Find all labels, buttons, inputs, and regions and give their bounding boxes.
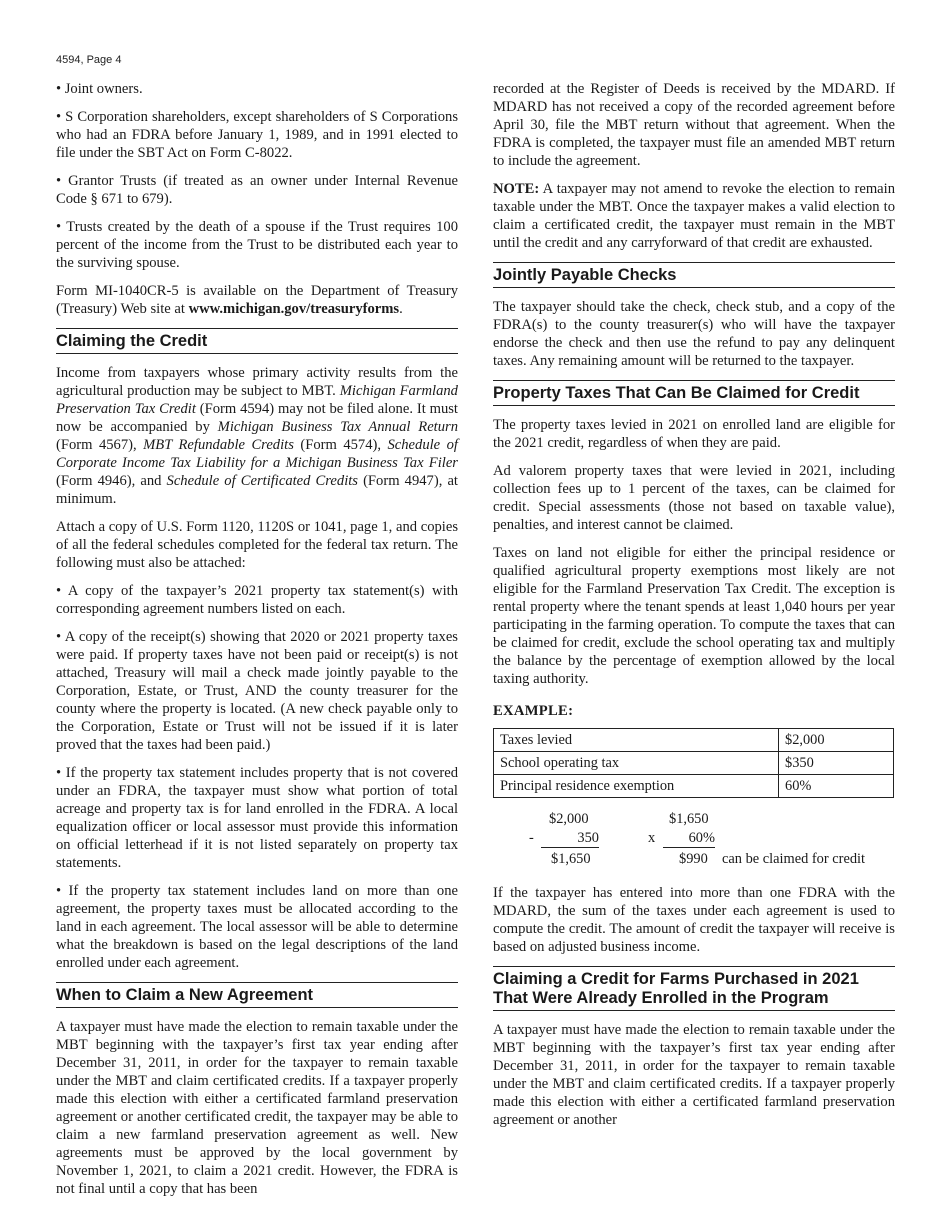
treasury-forms-link[interactable]: www.michigan.gov/treasuryforms bbox=[188, 301, 400, 317]
list-item: • If the property tax statement includes land on more than one agreement, the property taxes must be allocated according to the land in each agreement. The local assessor will be able to determine what the breakdown is based on the legal descriptions of the land enrolled under each agreement. bbox=[56, 883, 458, 971]
claiming-paragraph-1: Income from taxpayers whose primary activity results from the agricultural production may be subject to MBT. Michigan Farmland Preservation Tax Credit (Form 4594) may not be filed alone. It must now be accompanied by Michigan Business Tax Annual Return (Form 4567), MBT Refundable Credits (Form 4574), Schedule of Corporate Income Tax Liability for a Michigan Business Tax Filer (Form 4946), and Schedule of Certificated Credits (Form 4947), at minimum. bbox=[56, 365, 458, 507]
table-row bbox=[494, 729, 894, 752]
calc-value: $1,650 bbox=[669, 811, 709, 827]
calc-result: $1,650 bbox=[551, 851, 591, 867]
section-title-claiming-credit: Claiming the Credit bbox=[56, 328, 458, 354]
property-paragraph-4: If the taxpayer has entered into more than one FDRA with the MDARD, the sum of the taxes under each agreement is used to compute the credit. The amount of credit the taxpayer will receive is based on adjusted business income. bbox=[493, 885, 895, 955]
table-cell: $2,000 bbox=[779, 729, 894, 752]
section-title-jointly-payable: Jointly Payable Checks bbox=[493, 262, 895, 288]
table-cell: Taxes levied bbox=[494, 729, 779, 752]
list-item: • Trusts created by the death of a spouse if the Trust requires 100 percent of the income from the Trust to be distributed each year to the surviving spouse. bbox=[56, 219, 458, 271]
left-column bbox=[56, 80, 458, 1208]
table-row bbox=[494, 752, 894, 775]
section-title-farms-purchased: Claiming a Credit for Farms Purchased in 2021 That Were Already Enrolled in the Program bbox=[493, 966, 895, 1011]
example-table bbox=[493, 728, 894, 798]
table-cell: 60% bbox=[779, 775, 894, 798]
calc-value: 350 bbox=[541, 829, 599, 848]
table-row bbox=[494, 775, 894, 798]
calc-note: can be claimed for credit bbox=[722, 851, 866, 867]
calc-result: $990 bbox=[679, 851, 708, 867]
jointly-paragraph-1: The taxpayer should take the check, check stub, and a copy of the FDRA(s) to the county treasurer(s) who will have the taxpayer endorse the check and then use the refund to pay any delinquent taxes. Any remaining amount will be returned to the taxpayer. bbox=[493, 299, 895, 369]
calc-operator: - bbox=[529, 830, 534, 846]
calc-operator: x bbox=[648, 830, 656, 846]
list-item: • If the property tax statement includes property that is not covered under an FDRA, the taxpayer must show what portion of total acreage and property tax is for land enrolled in the FDRA. A local equalization officer or local assessor must provide this information on official letterhead if it is not listed separately on property tax statements. bbox=[56, 765, 458, 871]
table-cell: $350 bbox=[779, 752, 894, 775]
property-paragraph-1: The property taxes levied in 2021 on enrolled land are eligible for the 2021 credit, regardless of when they are paid. bbox=[493, 417, 895, 451]
list-item: • Grantor Trusts (if treated as an owner under Internal Revenue Code § 671 to 679). bbox=[56, 173, 458, 207]
note-paragraph: NOTE: A taxpayer may not amend to revoke the election to remain taxable under the MBT. Once the taxpayer makes a valid election to claim a certificated credit, the taxpayer must remain in the MBT until the credit and any carryforward of that credit are exhausted. bbox=[493, 181, 895, 251]
list-item: • Joint owners. bbox=[56, 81, 143, 97]
list-item: • S Corporation shareholders, except shareholders of S Corporations who had an FDRA before January 1, 1989, and in 1991 elected to file under the SBT Act on Form C-8022. bbox=[56, 109, 458, 161]
example-calculation bbox=[493, 810, 895, 876]
claiming-paragraph-2: Attach a copy of U.S. Form 1120, 1120S or 1041, page 1, and copies of all the federal schedules completed for the federal tax return. The following must also be attached: bbox=[56, 519, 458, 571]
when-paragraph-1: A taxpayer must have made the election to remain taxable under the MBT beginning with the taxpayer’s first tax year ending after December 31, 2011, in order for the taxpayer to remain taxable under the MBT and claim certificated credits. If a taxpayer properly made this election with either a certificated farmland preservation agreement or another certificated credit, the taxpayer may be able to claim a new farmland preservation agreement as well. New agreements must be approved by the local government by November 1, 2021, to claim a 2021 credit. However, the FDRA is not final until a copy that has been bbox=[56, 1019, 458, 1197]
form-availability: Form MI-1040CR-5 is available on the Department of Treasury (Treasury) Web site at www.michigan.gov/treasuryforms. bbox=[56, 283, 458, 317]
section-title-when-to-claim: When to Claim a New Agreement bbox=[56, 982, 458, 1008]
page-header: 4594, Page 4 bbox=[56, 54, 122, 66]
calc-value: $2,000 bbox=[549, 811, 589, 827]
example-label: EXAMPLE: bbox=[493, 703, 574, 719]
property-paragraph-2: Ad valorem property taxes that were levied in 2021, including collection fees up to 1 percent of the taxes, can be claimed for credit. Special assessments (those not based on taxable value), penalties, and interest cannot be claimed. bbox=[493, 463, 895, 533]
section-title-property-taxes: Property Taxes That Can Be Claimed for Credit bbox=[493, 380, 895, 406]
table-cell: School operating tax bbox=[494, 752, 779, 775]
right-column bbox=[493, 80, 895, 1139]
farms-paragraph-1: A taxpayer must have made the election to remain taxable under the MBT beginning with the taxpayer’s first tax year ending after December 31, 2011, in order for the taxpayer to remain taxable under the MBT and claim certificated credits. If a taxpayer properly made this election with either a certificated farmland preservation agreement or another bbox=[493, 1022, 895, 1128]
list-item: • A copy of the receipt(s) showing that 2020 or 2021 property taxes were paid. If property taxes have not been paid or receipt(s) is not attached, Treasury will mail a check made jointly payable to the Corporation, Estate, or Trust, AND the county treasurer for the county where the property is located. (A new check payable only to the Corporation, Estate or Trust will not be issued if it is later proved that the taxes had been paid.) bbox=[56, 629, 458, 753]
calc-value: 60% bbox=[663, 829, 715, 848]
continued-paragraph: recorded at the Register of Deeds is received by the MDARD. If MDARD has not received a copy of the recorded agreement before April 30, file the MBT return without that agreement. When the FDRA is completed, the taxpayer must file an amended MBT return to include the agreement. bbox=[493, 81, 895, 169]
table-cell: Principal residence exemption bbox=[494, 775, 779, 798]
list-item: • A copy of the taxpayer’s 2021 property tax statement(s) with corresponding agreement numbers listed on each. bbox=[56, 583, 458, 617]
property-paragraph-3: Taxes on land not eligible for either the principal residence or qualified agricultural property exemptions most likely are not eligible for the Farmland Preservation Tax Credit. The exception is rental property where the tenant spends at least 1,040 hours per year participating in the farming operation. To compute the taxes that can be claimed for credit, exclude the school operating tax and multiply the balance by the percentage of exemption allowed by the local taxing authority. bbox=[493, 545, 895, 687]
